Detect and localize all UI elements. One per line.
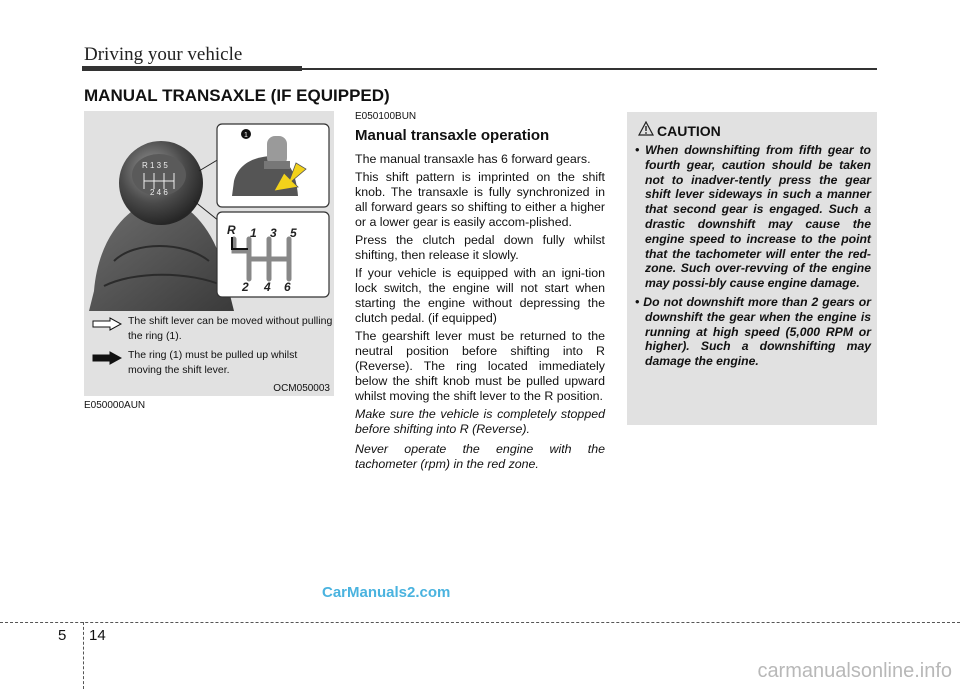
body-paragraph: This shift pattern is imprinted on the shift knob. The transaxle is fully synchronized in all forward gears so shifting to either a higher or a lower gear is easily accom-plished. — [355, 170, 605, 229]
italic-note: Never operate the engine with the tachometer (rpm) in the red zone. — [355, 442, 605, 471]
gate-label-4: 4 — [264, 280, 271, 294]
knob-pattern-top: R 1 3 5 — [142, 161, 168, 170]
bullet-icon: • — [635, 143, 646, 157]
body-paragraph: The manual transaxle has 6 forward gears. — [355, 152, 591, 166]
caution-item — [633, 143, 871, 291]
shift-figure — [84, 111, 334, 396]
legend-text-solid: The ring (1) must be pulled up whilst moving the shift lever. — [128, 349, 298, 376]
outline-arrow-icon — [92, 317, 122, 331]
header-title: Driving your vehicle — [84, 44, 243, 65]
knob-pattern-bottom: 2 4 6 — [150, 188, 168, 197]
bullet-icon: • — [635, 294, 644, 309]
body-paragraph: Press the clutch pedal down fully whilst shifting, then release it slowly. — [355, 233, 605, 262]
gate-label-r: R — [227, 223, 236, 237]
gate-label-5: 5 — [290, 226, 297, 240]
section-title: MANUAL TRANSAXLE (IF EQUIPPED) — [84, 86, 390, 105]
body-column — [355, 111, 605, 477]
body-paragraph: The gearshift lever must be returned to the neutral position before shifting into R (Reverse). The ring located immediately below the shift knob must be pulled upward whilst moving the shift lever to the R position. — [355, 329, 605, 403]
body-heading: Manual transaxle operation — [355, 127, 550, 144]
caution-list — [633, 143, 871, 373]
solid-arrow-icon — [92, 351, 122, 365]
body-paragraph: If your vehicle is equipped with an igni-tion lock switch, the engine will not start when starting the engine without depressing the clutch pedal. (if equipped) — [355, 266, 605, 325]
caution-item-text: When downshifting from fifth gear to fourth gear, caution should be taken not to inadver-tently press the gear shift lever sideways in such a manner that second gear is engaged. Such a drastic downshift may cause the engine speed to increase to the point that the tachometer will enter the red-zone. Such over-revving of the engine may possi-bly cause engine damage. — [645, 143, 871, 291]
body-code: E050100BUN — [355, 111, 417, 122]
gate-label-3: 3 — [270, 226, 277, 240]
gate-label-2: 2 — [242, 280, 249, 294]
footer-vertical-divider — [83, 622, 84, 689]
header-rule-thick — [82, 66, 302, 71]
watermark-link[interactable]: CarManuals2.com — [322, 584, 451, 601]
gate-label-1: 1 — [250, 226, 257, 240]
legend-text-outline: The shift lever can be moved without pulling the ring (1). — [128, 315, 333, 342]
italic-note: Make sure the vehicle is completely stopped before shifting into R (Reverse). — [355, 407, 605, 436]
warning-triangle-icon — [638, 121, 654, 136]
figure-below-code: E050000AUN — [84, 400, 146, 411]
caution-item — [633, 295, 871, 369]
caution-title: CAUTION — [657, 123, 721, 139]
page-number: 14 — [89, 627, 106, 644]
figure-code: OCM050003 — [273, 383, 330, 394]
footer-divider — [0, 622, 960, 623]
header-rule-thin — [302, 68, 877, 70]
gate-label-6: 6 — [284, 280, 291, 294]
caution-box — [627, 112, 877, 425]
callout-number: 1 — [244, 132, 248, 139]
site-watermark: carmanualsonline.info — [757, 660, 952, 682]
caution-item-text: Do not downshift more than 2 gears or downshift the gear when the engine is running at high speed (5,000 RPM or higher). Such a downshifting may damage the engine. — [643, 294, 871, 369]
chapter-number: 5 — [58, 627, 67, 644]
